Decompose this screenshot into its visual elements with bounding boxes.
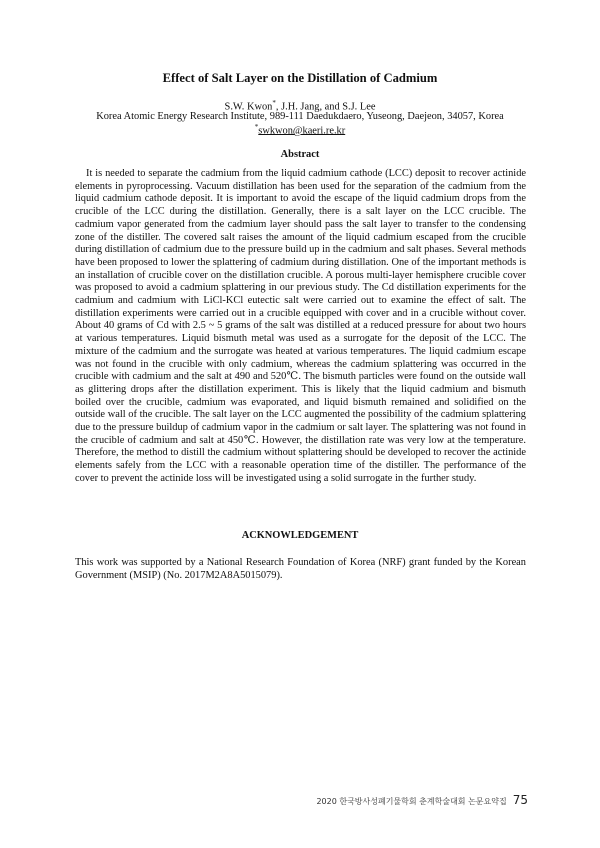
page-number: 75	[512, 793, 528, 807]
paper-title: Effect of Salt Layer on the Distillation of Cadmium	[162, 71, 438, 85]
acknowledgement-body: This work was supported by a National Research Foundation of Korea (NRF) grant funded by the Korean Government (MSIP) (No. 2017M2A8A5015079).	[75, 557, 526, 581]
affiliation: Korea Atomic Energy Research Institute, 989-111 Daedukdaero, Yuseong, Daejeon, 34057, Korea	[96, 111, 504, 122]
corresponding-mark: *	[272, 99, 276, 107]
abstract-heading: Abstract	[280, 149, 320, 160]
email-line	[0, 123, 600, 136]
corresponding-author: S.W. Kwon	[224, 101, 273, 113]
email-link[interactable]: swkwon@kaeri.re.kr	[258, 125, 346, 137]
co-authors: , J.H. Jang, and S.J. Lee	[275, 101, 376, 113]
acknowledgement-heading: ACKNOWLEDGEMENT	[241, 530, 359, 541]
email-mark: *	[254, 123, 259, 131]
proceedings-name: 2020 한국방사성폐기물학회 춘계학술대회 논문요약집	[316, 797, 507, 806]
abstract-body: It is needed to separate the cadmium from the liquid cadmium cathode (LCC) deposit to recover actinide elements in pyroprocessing. Vacuum distillation has been used for the separation of the cadmium from the liquid cadmium cathode deposit. It is important to avoid the escape of the liquid cadmium drops from the crucible of the LCC during the distillation. Generally, there is a salt layer on the LCC crucible. The cadmium vapor generated from the cadmium layer should pass the salt layer to transfer to the condensing zone of the distiller. The covered salt raises the amount of the liquid cadmium escaped from the crucible during distillation of cadmium due to the pressure build up in the cadmium and salt phases. Several methods have been proposed to lower the splattering of cadmium during distillation. One of the important methods is an installation of crucible cover on the distillation crucible. A porous multi-layer hemisphere crucible cover was proposed to avoid a cadmium splattering in our previous study. The Cd distillation experiments for the cadmium and cadmium with LiCl-KCl eutectic salt were carried out to examine the effect of salt. The distillation experiments were carried out in a crucible equipped with cover and in a crucible without cover. About 40 grams of Cd with 2.5 ~ 5 grams of the salt was distilled at a reduced pressure for about two hours at various temperatures. Liquid bismuth metal was used as a surrogate for the deposit of the LCC. The mixture of the cadmium and the surrogate was heated at various temperatures. The liquid cadmium escape was not found in the crucible with only cadmium, whereas the cadmium splattering was occurred in the crucible with cadmium and the salt at 490 and 520℃. The bismuth particles were found on the outside wall as glittering drops after the distillation experiment. This is likely that the liquid cadmium and bismuth boiled over the crucible, cadmium was evaporated, and liquid bismuth remained and solidified on the outside wall of the crucible. The salt layer on the LCC augmented the possibility of the cadmium splattering due to the pressure buildup of cadmium vapor in the cadmium or salt layer. The splattering was not found in the crucible of cadmium and salt at 450℃. However, the distillation rate was very low at the temperature. Therefore, the method to distill the cadmium without splattering should be developed to recover the actinide elements safely from the LCC with a reasonable operation time of the distiller. The performance of the cover to prevent the actinide loss will be investigated using a solid surrogate in the further study.	[75, 168, 526, 484]
page-footer	[316, 793, 528, 807]
